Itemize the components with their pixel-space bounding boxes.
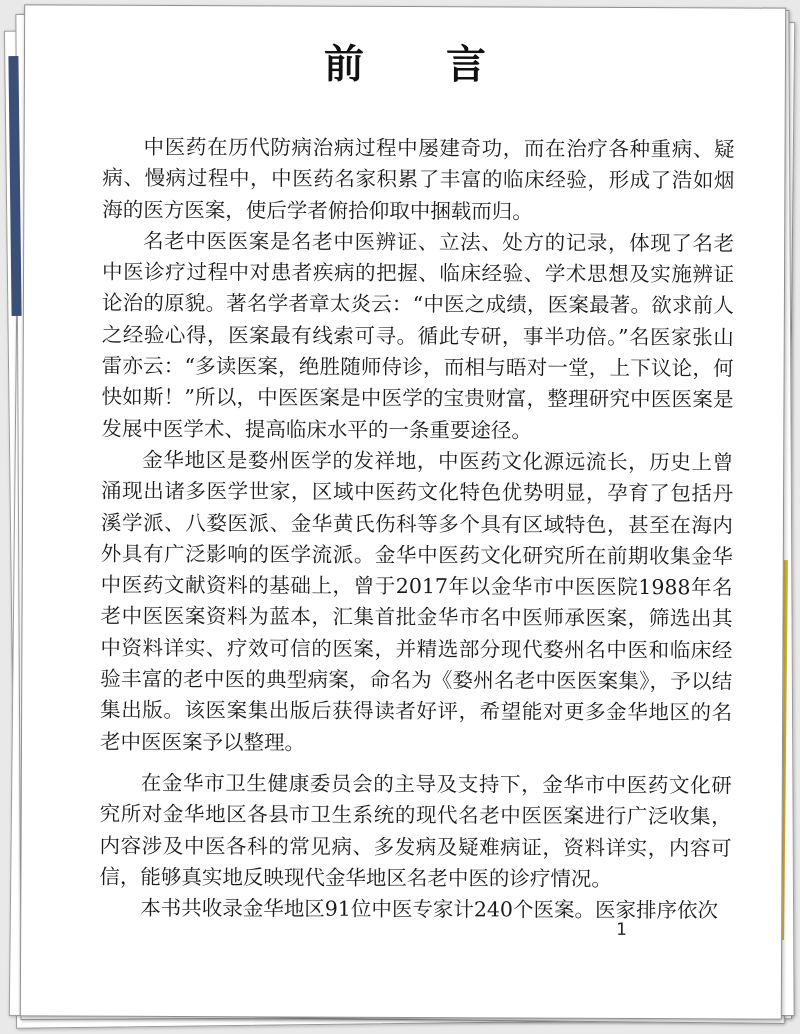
document-page [20, 4, 786, 1019]
paragraph-4: 在金华市卫生健康委员会的主导及支持下，金华市中医药文化研究所对金华地区各县市卫生系统的现代名老中医医案进行广泛收集，内容涉及中医各科的常见病、多发病及疑难病证，资料详实，内容可信，能够真实地反映现代金华地区名老中医的诊疗情况。 [99, 770, 732, 891]
paragraph-1: 中医药在历代防病治病过程中屡建奇功，而在治疗各种重病、疑病、慢病过程中，中医药名家积累了丰富的临床经验，形成了浩如烟海的医方医案，使后学者俯拾仰取中捆载而归。 [102, 134, 735, 224]
paragraph-3: 金华地区是婺州医学的发祥地，中医药文化源远流长，历史上曾涌现出诸多医学世家，区域中医药文化特色优势明显，孕育了包括丹溪学派、八婺医派、金华黄氏伤科等多个具有区域特色，甚至在海内外具有广泛影响的医学流派。金华中医药文化研究所在前期收集金华中医药文献资料的基础上，曾于2017年以金华市中医医院1988年名老中医医案资料为蓝本，汇集首批金华市名中医师承医案，筛选出其中资料详实、疗效可信的医案，并精选部分现代婺州名中医和临床经验丰富的老中医的典型病案，命名为《婺州名老中医医案集》，予以结集出版。该医案集出版后获得读者好评，希望能对更多金华地区的名老中医医案予以整理。 [99, 447, 734, 755]
paragraph-5: 本书共收录金华地区91位中医专家计240个医案。医家排序依次 [140, 895, 719, 923]
paragraph-2: 名老中医医案是名老中医辨证、立法、处方的记录，体现了名老中医诊疗过程中对患者疾病的把握、临床经验、学术思想及实施辨证论治的原貌。著名学者章太炎云：“中医之成绩，医案最著。欲求前人之经验心得，医案最有线索可寻。循此专研，事半功倍。”名医家张山雷亦云：“多读医案，绝胜随师侍诊，而相与晤对一堂，上下议论，何快如斯！”所以，中医医案是中医学的宝贵财富，整理研究中医医案是发展中医学术、提高临床水平的一条重要途径。 [101, 228, 735, 443]
page-title: 前 言 [323, 41, 521, 89]
body-text [99, 132, 734, 927]
page-number: 1 [616, 919, 628, 940]
